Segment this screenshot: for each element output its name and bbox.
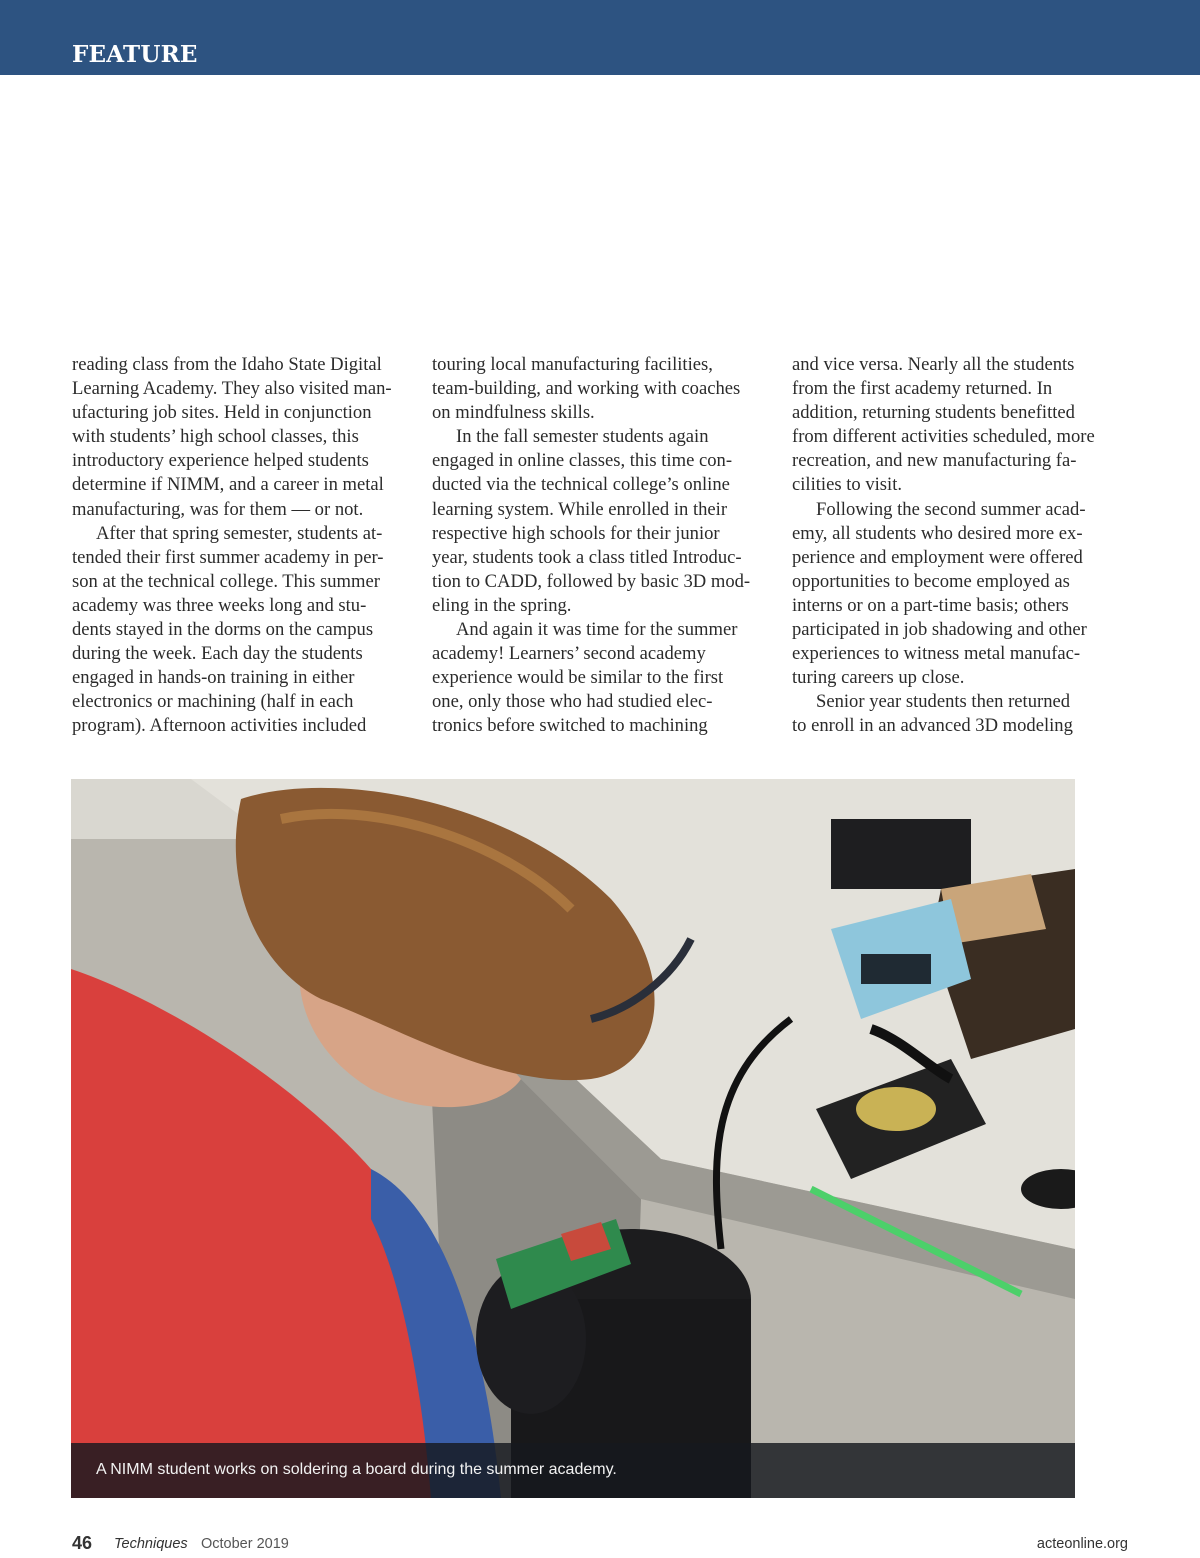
article-line: year, students took a class titled Introduc- — [432, 546, 742, 568]
photo-dark-box — [831, 819, 971, 889]
article-line: one, only those who had studied elec- — [432, 691, 713, 713]
article-line: interns or on a part-time basis; others — [792, 594, 1069, 616]
article-line: tronics before switched to machining — [432, 715, 708, 737]
article-column-1 — [72, 353, 402, 739]
article-line: perience and employment were offered — [792, 546, 1083, 568]
issue-date: October 2019 — [201, 1536, 289, 1552]
article-line: turing careers up close. — [792, 667, 965, 689]
article-line: addition, returning students benefitted — [792, 402, 1075, 424]
article-line: touring local manufacturing facilities, — [432, 354, 713, 375]
article-line: academy! Learners’ second academy — [432, 643, 706, 665]
article-line: reading class from the Idaho State Digital — [72, 354, 382, 375]
article-line: determine if NIMM, and a career in metal — [72, 474, 384, 496]
article-line: dents stayed in the dorms on the campus — [72, 619, 374, 641]
article-line: tended their first summer academy in per- — [72, 546, 384, 568]
article-line: experience would be similar to the first — [432, 667, 724, 689]
article-line: participated in job shadowing and other — [792, 619, 1087, 641]
article-line: with students’ high school classes, this — [72, 426, 359, 448]
section-label: FEATURE — [72, 41, 198, 68]
article-line: cilities to visit. — [792, 474, 903, 496]
article-line: respective high schools for their junior — [432, 522, 720, 544]
article-column-3 — [792, 353, 1132, 739]
article-line: during the week. Each day the students — [72, 643, 363, 665]
article-line: Following the second summer acad- — [816, 498, 1086, 520]
article-line: recreation, and new manufacturing fa- — [792, 450, 1077, 472]
article-line: son at the technical college. This summer — [72, 570, 380, 592]
feature-photo — [71, 779, 1075, 1498]
article-line: manufacturing, was for them — or not. — [72, 498, 364, 520]
article-line: Learning Academy. They also visited man- — [72, 378, 392, 400]
page-number: 46 — [72, 1533, 93, 1553]
caption-band — [71, 1443, 1075, 1498]
article-line: ufacturing job sites. Held in conjunction — [72, 402, 372, 424]
article-line: ducted via the technical college’s online — [432, 474, 730, 496]
article-column-2 — [432, 353, 772, 739]
article-line: eling in the spring. — [432, 594, 572, 616]
website-url[interactable]: acteonline.org — [1036, 1536, 1128, 1552]
header-bar — [0, 0, 1200, 75]
article-line: After that spring semester, students at- — [96, 522, 383, 544]
article-line: engaged in hands-on training in either — [72, 667, 355, 689]
article-line: and vice versa. Nearly all the students — [792, 354, 1075, 375]
article-line: opportunities to become employed as — [792, 570, 1070, 592]
article-line: learning system. While enrolled in their — [432, 498, 728, 520]
article-line: introductory experience helped students — [72, 450, 369, 472]
article-line: to enroll in an advanced 3D modeling — [792, 715, 1073, 737]
article-line: program). Afternoon activities included — [72, 715, 367, 737]
article-line: from different activities scheduled, more — [792, 426, 1095, 448]
article-line: And again it was time for the summer — [456, 619, 738, 641]
publication-name: Techniques — [114, 1536, 188, 1552]
article-line: In the fall semester students again — [456, 426, 709, 448]
article-line: emy, all students who desired more ex- — [792, 522, 1083, 544]
article-line: Senior year students then returned — [816, 691, 1071, 713]
photo-sponge — [856, 1087, 936, 1131]
article-line: engaged in online classes, this time con- — [432, 450, 733, 472]
article-line: academy was three weeks long and stu- — [72, 594, 367, 616]
article-line: tion to CADD, followed by basic 3D mod- — [432, 570, 751, 592]
page-footer — [0, 1530, 1200, 1558]
article-line: on mindfulness skills. — [432, 402, 595, 424]
article-line: from the first academy returned. In — [792, 378, 1053, 400]
photo-caption: A NIMM student works on soldering a board during the summer academy. — [96, 1461, 617, 1478]
photo-illustration — [71, 779, 1075, 1498]
article-line: experiences to witness metal manufac- — [792, 643, 1081, 665]
article-line: team-building, and working with coaches — [432, 378, 741, 400]
article-line: electronics or machining (half in each — [72, 691, 354, 713]
